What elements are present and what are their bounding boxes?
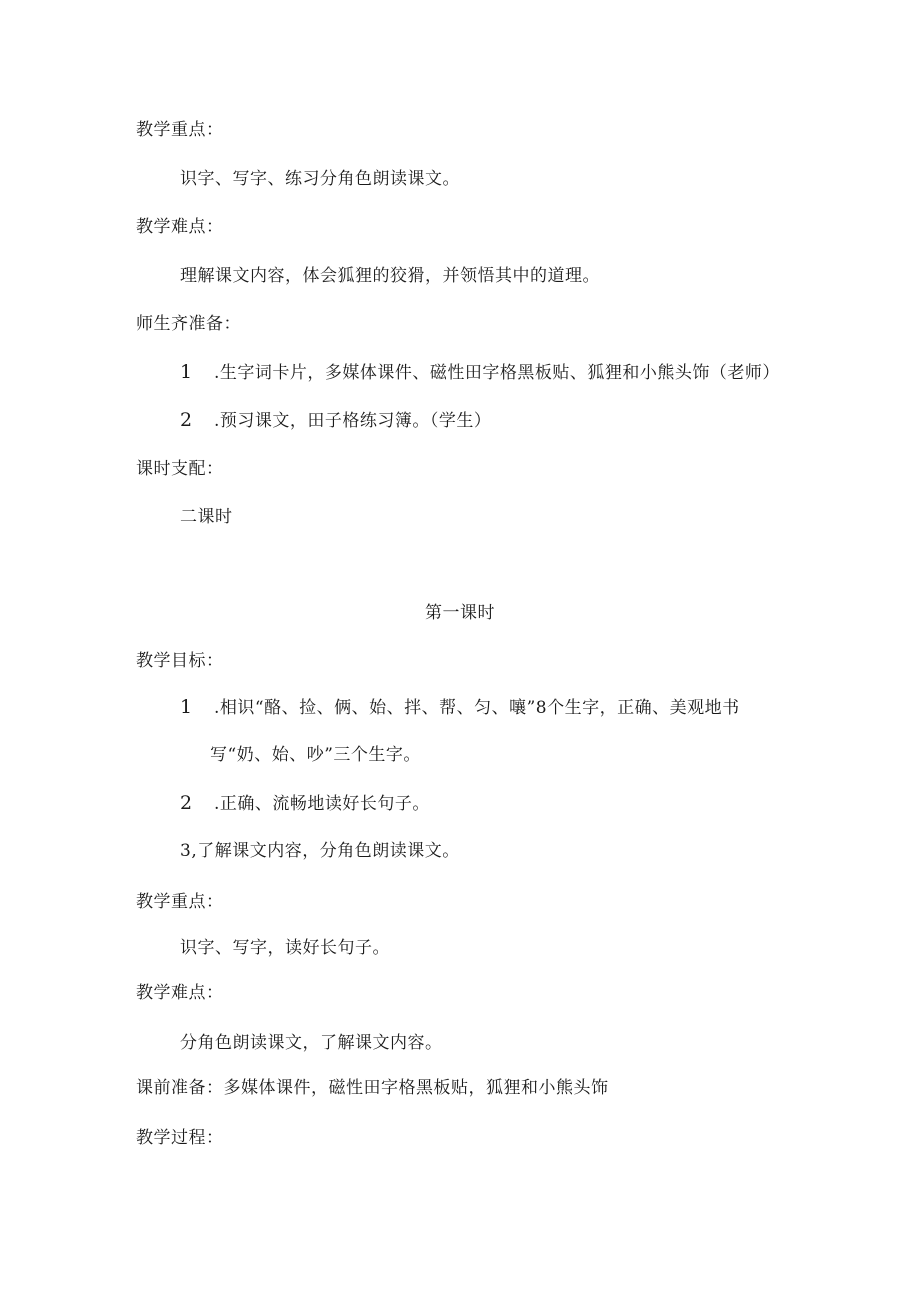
objective-item-3: 3,了解课文内容，分角色朗读课文。 (180, 841, 460, 861)
lesson-key-points-heading: 教学重点： (136, 892, 224, 912)
prep-item-2 (180, 408, 491, 433)
prep-item-1 (180, 360, 780, 385)
process-heading: 教学过程： (136, 1128, 224, 1148)
list-number: 1 (180, 696, 193, 718)
schedule-text: 二课时 (180, 507, 233, 527)
lesson-title: 第一课时 (425, 603, 495, 623)
objective-item-1 (180, 695, 740, 720)
schedule-heading: 课时支配： (136, 459, 224, 479)
list-number: 1 (180, 361, 193, 383)
objective-item-1-continuation: 写“奶、始、吵”三个生字。 (210, 745, 421, 765)
difficulty-heading: 教学难点： (136, 217, 224, 237)
lesson-prep-text: 课前准备：多媒体课件，磁性田字格黑板贴，狐狸和小熊头饰 (136, 1078, 609, 1098)
list-text: .正确、流畅地读好长句子。 (214, 794, 430, 814)
list-number: 2 (180, 409, 193, 431)
list-text: .预习课文，田子格练习簿。（学生） (214, 411, 492, 431)
list-number: 2 (180, 792, 193, 814)
key-points-heading: 教学重点： (136, 120, 224, 140)
lesson-difficulty-heading: 教学难点： (136, 983, 224, 1003)
list-text: .生字词卡片，多媒体课件、磁性田字格黑板贴、狐狸和小熊头饰（老师） (214, 363, 780, 383)
lesson-difficulty-text: 分角色朗读课文，了解课文内容。 (180, 1033, 443, 1053)
difficulty-text: 理解课文内容，体会狐狸的狡猾，并领悟其中的道理。 (180, 266, 600, 286)
list-text: .相识“酪、捡、俩、始、拌、帮、匀、嚷”8个生字，正确、美观地书 (214, 698, 740, 718)
lesson-key-points-text: 识字、写字，读好长句子。 (180, 938, 390, 958)
key-points-text: 识字、写字、练习分角色朗读课文。 (180, 169, 460, 189)
prep-heading: 师生齐准备： (136, 314, 241, 334)
objective-item-2 (180, 791, 430, 816)
objectives-heading: 教学目标： (136, 651, 224, 671)
